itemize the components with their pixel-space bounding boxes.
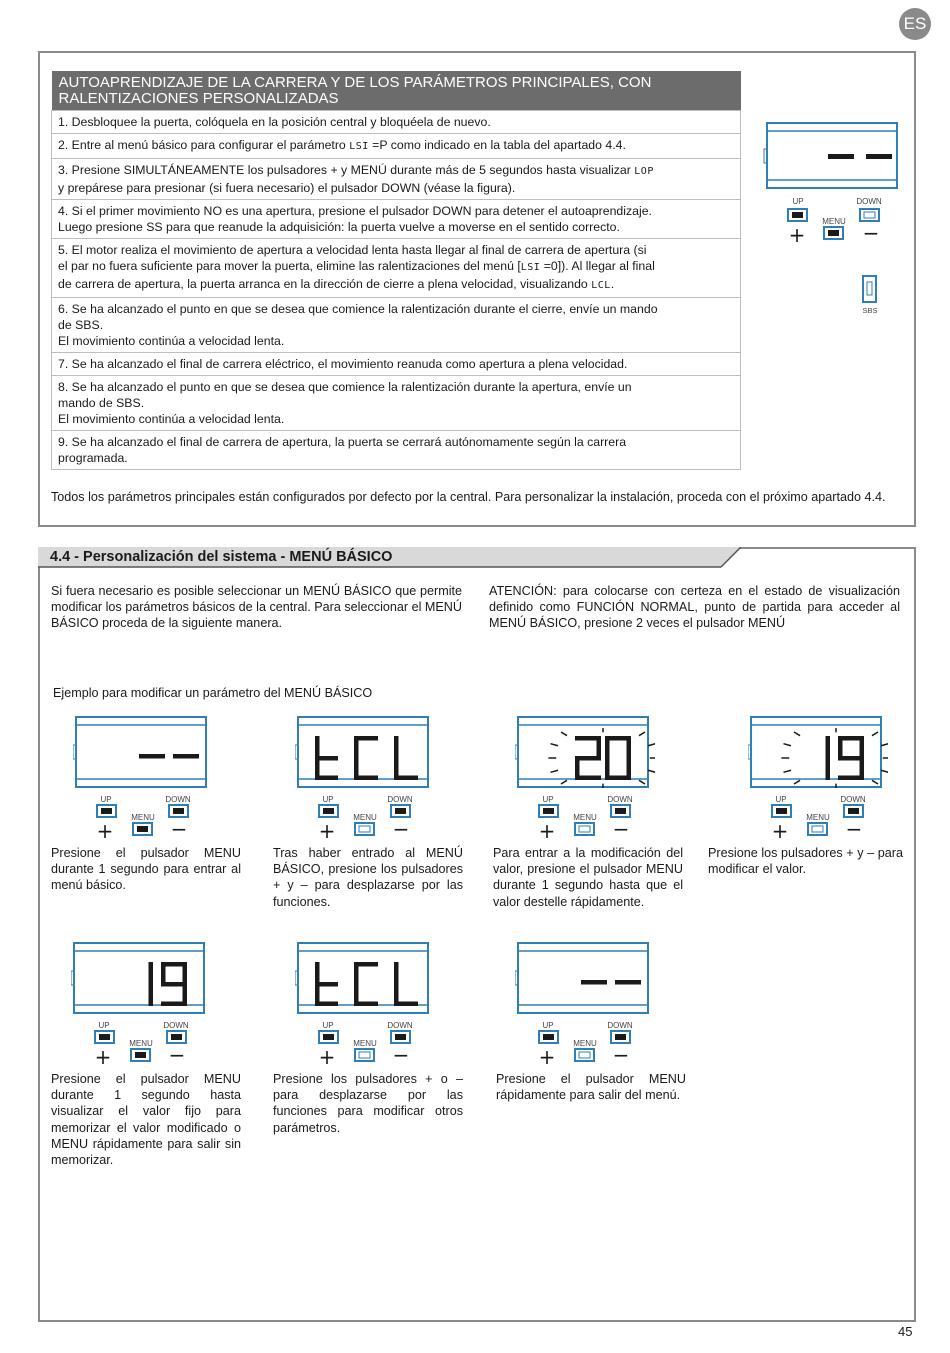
plus-sign: + [538, 1045, 556, 1069]
down-label: DOWN [840, 795, 866, 804]
lcd-keypad-figure [71, 942, 211, 1072]
example-caption: Tras haber entrado al MENÚ BÁSICO, presione los pulsadores + y – para desplazarse por las funciones. [273, 846, 463, 909]
down-label: DOWN [165, 795, 191, 804]
procedure-step [52, 159, 741, 200]
page-number: 45 [898, 1324, 913, 1339]
procedure-table [51, 71, 741, 470]
procedure-step [52, 200, 741, 239]
menu-label: MENU [806, 813, 830, 822]
display-value [315, 736, 418, 780]
side-down-button[interactable] [860, 209, 879, 221]
section-frame [38, 547, 916, 1322]
menu-button[interactable] [355, 823, 374, 835]
procedure-step [52, 353, 741, 376]
menu-label: MENU [353, 813, 377, 822]
menu-button[interactable] [575, 1049, 594, 1061]
side-minus-sign: − [862, 221, 880, 245]
procedure-title: AUTOAPRENDIZAJE DE LA CARRERA Y DE LOS PARÁMETROS PRINCIPALES, CON RALENTIZACIONES PERSONALIZADAS [52, 71, 741, 111]
example-caption: Presione los pulsadores + y – para modificar el valor. [708, 846, 903, 877]
menu-button[interactable] [575, 823, 594, 835]
section-intro-right: ATENCIÓN: para colocarse con certeza en el estado de visualización definido como FUNCIÓN NORMAL, punto de partida para acceder al MENÚ BÁSICO, presione 2 veces el pulsador MENÚ [489, 584, 900, 630]
sbs-label: SBS [862, 306, 878, 315]
step-text: 8. Se ha alcanzado el punto en que se desea que comience la ralentización durante la apertura, envíe un mando de SBS. El movimiento continúa a velocidad lenta. [58, 380, 632, 426]
up-label: UP [100, 795, 112, 804]
step-text: 3. Presione SIMULTÁNEAMENTE los pulsadores + y MENÚ durante más de 5 segundos hasta visualizar [58, 163, 635, 177]
lcd-keypad-figure [515, 716, 655, 846]
minus-sign: − [168, 1043, 186, 1067]
down-label: DOWN [607, 795, 633, 804]
side-figure [760, 118, 900, 318]
procedure-step [52, 376, 741, 431]
example-caption: Presione el pulsador MENU durante 1 segundo para entrar al menú básico. [51, 846, 241, 893]
step-text: 7. Se ha alcanzado el final de carrera eléctrico, el movimiento reanuda como apertura a plena velocidad. [58, 357, 628, 371]
step-text: . [610, 277, 615, 291]
down-label: DOWN [163, 1021, 189, 1030]
example-caption: Presione los pulsadores + o – para desplazarse por las funciones para modificar otros parámetros. [273, 1072, 463, 1135]
up-label: UP [775, 795, 787, 804]
step-text: 9. Se ha alcanzado el final de carrera de apertura, la puerta se cerrará autónomamente según la carrera programada. [58, 435, 627, 465]
procedure-step [52, 134, 741, 159]
menu-button[interactable] [808, 823, 827, 835]
procedure-step [52, 431, 741, 470]
minus-sign: − [392, 817, 410, 841]
procedure-step [52, 111, 741, 134]
step-text: =0]). Al llegar al final de carrera de apertura, la puerta arranca en la dirección de cierre a plena velocidad, visualizando [58, 259, 655, 291]
up-label: UP [322, 1021, 334, 1030]
up-label: UP [98, 1021, 110, 1030]
section-intro-left: Si fuera necesario es posible seleccionar un MENÚ BÁSICO que permite modificar los parámetros básicos de la central. Para seleccionar el MENÚ BÁSICO proceda de la siguiente manera. [51, 584, 462, 630]
plus-sign: + [94, 1045, 112, 1069]
up-label: UP [322, 795, 334, 804]
menu-label: MENU [353, 1039, 377, 1048]
display-value [315, 962, 418, 1006]
lcd-keypad-figure [295, 942, 435, 1072]
display-value [826, 736, 865, 780]
minus-sign: − [612, 1043, 630, 1067]
display-value [581, 980, 641, 985]
sbs-button[interactable] [863, 276, 876, 302]
down-label: DOWN [607, 1021, 633, 1030]
example-title: Ejemplo para modificar un parámetro del MENÚ BÁSICO [53, 686, 373, 700]
step-text: 4. Si el primer movimiento NO es una apertura, presione el pulsador DOWN para detener el autoaprendizaje. Luego presione SS para que reanude la adquisición: la puerta vuelve a moverse en el sentido correcto. [58, 204, 652, 234]
procedure-note: Todos los parámetros principales están configurados por defecto por la central. Para personalizar la instalación, proceda con el próximo apartado 4.4. [51, 490, 886, 504]
section-title: 4.4 - Personalización del sistema - MENÚ BÁSICO [50, 549, 393, 565]
minus-sign: − [845, 817, 863, 841]
plus-sign: + [538, 819, 556, 843]
procedure-step [52, 239, 741, 298]
display-value [149, 962, 188, 1006]
example-caption: Para entrar a la modificación del valor, presione el pulsador MENU durante 1 segundo hasta que el valor destelle rápidamente. [493, 846, 683, 909]
minus-sign: − [392, 1043, 410, 1067]
up-label: UP [542, 795, 554, 804]
plus-sign: + [96, 819, 114, 843]
minus-sign: − [612, 817, 630, 841]
lcd-keypad-figure [295, 716, 435, 846]
step-text: y prepárese para presionar (si fuera necesario) el pulsador DOWN (véase la figura). [58, 181, 516, 195]
side-plus-sign: + [788, 223, 806, 247]
up-label: UP [542, 1021, 554, 1030]
example-caption: Presione el pulsador MENU rápidamente para salir del menú. [496, 1072, 686, 1103]
procedure-step [52, 298, 741, 353]
down-label: DOWN [387, 795, 413, 804]
lcd-keypad-figure [515, 942, 655, 1072]
display-code: LSI [349, 141, 369, 152]
menu-label: MENU [131, 813, 155, 822]
step-text: 1. Desbloquee la puerta, colóquela en la posición central y bloquéela de nuevo. [58, 115, 491, 129]
language-badge: ES [899, 8, 931, 40]
lcd-keypad-figure [748, 716, 888, 846]
down-label: DOWN [387, 1021, 413, 1030]
lcd-display [515, 943, 648, 1013]
example-caption: Presione el pulsador MENU durante 1 segundo hasta visualizar el valor fijo para memorizar el valor modificado o MENU rápidamente para salir sin memorizar. [51, 1072, 241, 1168]
lcd-display [73, 717, 206, 787]
plus-sign: + [771, 819, 789, 843]
plus-sign: + [318, 1045, 336, 1069]
step-text: 5. El motor realiza el movimiento de apertura a velocidad lenta hasta llegar al final de carrera de apertura (si el par no fuera suficiente para mover la puerta, elimine las ralentizaciones del menú [ [58, 243, 647, 273]
menu-label: MENU [129, 1039, 153, 1048]
display-code: LCL [591, 280, 611, 291]
display-value [139, 754, 199, 759]
side-up-label: UP [792, 197, 804, 206]
menu-label: MENU [573, 1039, 597, 1048]
step-text: =P como indicado en la tabla del apartado 4.4. [368, 138, 626, 152]
display-code: LSI [520, 262, 541, 273]
side-down-label: DOWN [856, 197, 882, 206]
menu-label: MENU [573, 813, 597, 822]
side-menu-label: MENU [822, 217, 846, 226]
lcd-keypad-figure [73, 716, 213, 846]
plus-sign: + [318, 819, 336, 843]
menu-button[interactable] [355, 1049, 374, 1061]
step-text: 2. Entre al menú básico para configurar el parámetro [58, 138, 350, 152]
procedure-steps [52, 111, 741, 470]
step-text: 6. Se ha alcanzado el punto en que se desea que comience la ralentización durante el cierre, envíe un mando de SBS. El movimiento continúa a velocidad lenta. [58, 302, 658, 348]
display-value [575, 736, 631, 780]
display-code: LOP [634, 166, 654, 177]
minus-sign: − [170, 817, 188, 841]
